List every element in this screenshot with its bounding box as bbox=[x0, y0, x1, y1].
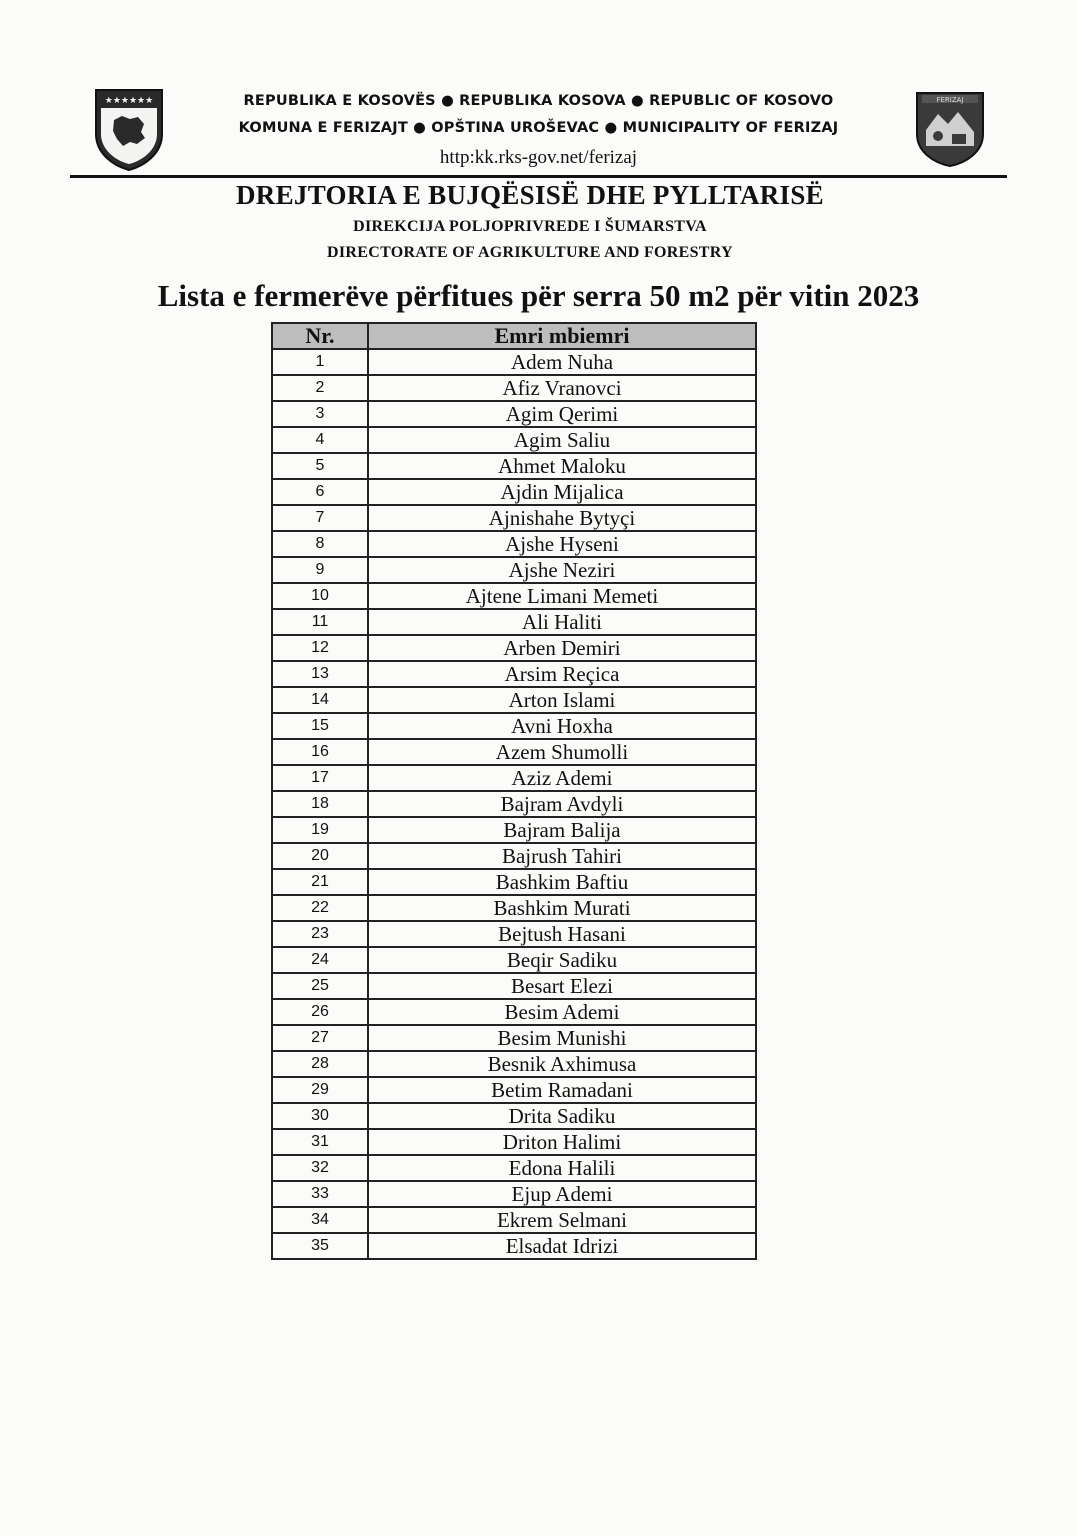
table-row bbox=[272, 1025, 756, 1051]
row-number: 19 bbox=[272, 817, 368, 843]
row-number: 26 bbox=[272, 999, 368, 1025]
table-row bbox=[272, 1051, 756, 1077]
table-row bbox=[272, 973, 756, 999]
farmer-name: Bajram Balija bbox=[368, 817, 756, 843]
document-title: Lista e fermerëve përfitues për serra 50 m2 për vitin 2023 bbox=[157, 278, 920, 313]
farmer-name: Bashkim Baftiu bbox=[368, 869, 756, 895]
table-row bbox=[272, 713, 756, 739]
row-number: 1 bbox=[272, 349, 368, 375]
department-name-albanian: DREJTORIA E BUJQËSISË DHE PYLLTARISË bbox=[236, 180, 824, 210]
farmer-name: Aziz Ademi bbox=[368, 765, 756, 791]
table-row bbox=[272, 817, 756, 843]
row-number: 5 bbox=[272, 453, 368, 479]
row-number: 17 bbox=[272, 765, 368, 791]
farmer-name: Besim Ademi bbox=[368, 999, 756, 1025]
farmer-name: Avni Hoxha bbox=[368, 713, 756, 739]
table-row bbox=[272, 895, 756, 921]
row-number: 27 bbox=[272, 1025, 368, 1051]
table-row bbox=[272, 453, 756, 479]
row-number: 18 bbox=[272, 791, 368, 817]
table-row bbox=[272, 921, 756, 947]
table-row bbox=[272, 1181, 756, 1207]
farmer-name: Elsadat Idrizi bbox=[368, 1233, 756, 1259]
row-number: 25 bbox=[272, 973, 368, 999]
table-row bbox=[272, 999, 756, 1025]
table-row bbox=[272, 1077, 756, 1103]
farmer-name: Betim Ramadani bbox=[368, 1077, 756, 1103]
farmer-name: Besnik Axhimusa bbox=[368, 1051, 756, 1077]
farmer-name: Ajshe Hyseni bbox=[368, 531, 756, 557]
table-row bbox=[272, 427, 756, 453]
farmer-name: Drita Sadiku bbox=[368, 1103, 756, 1129]
row-number: 9 bbox=[272, 557, 368, 583]
row-number: 11 bbox=[272, 609, 368, 635]
farmer-name: Ajnishahe Bytyçi bbox=[368, 505, 756, 531]
table-row bbox=[272, 401, 756, 427]
farmer-name: Afiz Vranovci bbox=[368, 375, 756, 401]
beneficiaries-table-container bbox=[271, 322, 755, 1260]
row-number: 32 bbox=[272, 1155, 368, 1181]
row-number: 4 bbox=[272, 427, 368, 453]
farmer-name: Azem Shumolli bbox=[368, 739, 756, 765]
row-number: 7 bbox=[272, 505, 368, 531]
farmer-name: Edona Halili bbox=[368, 1155, 756, 1181]
farmer-name: Adem Nuha bbox=[368, 349, 756, 375]
table-row bbox=[272, 557, 756, 583]
table-row bbox=[272, 843, 756, 869]
table-row bbox=[272, 661, 756, 687]
header-republic-line: REPUBLIKA E KOSOVËS ● REPUBLIKA KOSOVA ● REPUBLIC OF KOSOVO bbox=[243, 93, 834, 109]
row-number: 23 bbox=[272, 921, 368, 947]
row-number: 30 bbox=[272, 1103, 368, 1129]
table-row bbox=[272, 1207, 756, 1233]
row-number: 10 bbox=[272, 583, 368, 609]
row-number: 29 bbox=[272, 1077, 368, 1103]
table-body bbox=[272, 349, 756, 1259]
table-row bbox=[272, 1129, 756, 1155]
header-divider bbox=[70, 175, 1007, 178]
row-number: 28 bbox=[272, 1051, 368, 1077]
column-header-name: Emri mbiemri bbox=[368, 323, 756, 349]
row-number: 12 bbox=[272, 635, 368, 661]
farmer-name: Beqir Sadiku bbox=[368, 947, 756, 973]
row-number: 2 bbox=[272, 375, 368, 401]
farmer-name: Agim Saliu bbox=[368, 427, 756, 453]
farmer-name: Ajtene Limani Memeti bbox=[368, 583, 756, 609]
farmer-name: Ahmet Maloku bbox=[368, 453, 756, 479]
table-row bbox=[272, 1233, 756, 1259]
farmer-name: Agim Qerimi bbox=[368, 401, 756, 427]
row-number: 34 bbox=[272, 1207, 368, 1233]
farmer-name: Ajdin Mijalica bbox=[368, 479, 756, 505]
row-number: 6 bbox=[272, 479, 368, 505]
row-number: 3 bbox=[272, 401, 368, 427]
table-row bbox=[272, 947, 756, 973]
farmer-name: Ekrem Selmani bbox=[368, 1207, 756, 1233]
row-number: 16 bbox=[272, 739, 368, 765]
column-header-number: Nr. bbox=[272, 323, 368, 349]
row-number: 35 bbox=[272, 1233, 368, 1259]
beneficiaries-table bbox=[271, 322, 757, 1260]
farmer-name: Ejup Ademi bbox=[368, 1181, 756, 1207]
farmer-name: Bejtush Hasani bbox=[368, 921, 756, 947]
row-number: 24 bbox=[272, 947, 368, 973]
svg-text:★★★★★★: ★★★★★★ bbox=[104, 96, 154, 106]
table-row bbox=[272, 505, 756, 531]
row-number: 21 bbox=[272, 869, 368, 895]
table-row bbox=[272, 765, 756, 791]
table-row bbox=[272, 739, 756, 765]
table-row bbox=[272, 687, 756, 713]
farmer-name: Ali Haliti bbox=[368, 609, 756, 635]
row-number: 8 bbox=[272, 531, 368, 557]
farmer-name: Driton Halimi bbox=[368, 1129, 756, 1155]
row-number: 33 bbox=[272, 1181, 368, 1207]
table-row bbox=[272, 1103, 756, 1129]
emblem-label: FERIZAJ bbox=[936, 96, 964, 104]
row-number: 31 bbox=[272, 1129, 368, 1155]
row-number: 20 bbox=[272, 843, 368, 869]
table-row bbox=[272, 531, 756, 557]
header-url: http:kk.rks-gov.net/ferizaj bbox=[439, 147, 638, 168]
table-row bbox=[272, 583, 756, 609]
farmer-name: Besart Elezi bbox=[368, 973, 756, 999]
table-header-row bbox=[272, 323, 756, 349]
table-row bbox=[272, 375, 756, 401]
header-municipality-line: KOMUNA E FERIZAJT ● OPŠTINA UROŠEVAC ● MUNICIPALITY OF FERIZAJ bbox=[238, 120, 839, 136]
farmer-name: Arben Demiri bbox=[368, 635, 756, 661]
farmer-name: Bajram Avdyli bbox=[368, 791, 756, 817]
table-row bbox=[272, 635, 756, 661]
farmer-name: Ajshe Neziri bbox=[368, 557, 756, 583]
farmer-name: Bashkim Murati bbox=[368, 895, 756, 921]
table-row bbox=[272, 479, 756, 505]
table-row bbox=[272, 1155, 756, 1181]
row-number: 22 bbox=[272, 895, 368, 921]
table-row bbox=[272, 609, 756, 635]
table-row bbox=[272, 349, 756, 375]
row-number: 13 bbox=[272, 661, 368, 687]
department-name-english: DIRECTORATE OF AGRIKULTURE AND FORESTRY bbox=[327, 244, 733, 261]
department-name-serbian: DIREKCIJA POLJOPRIVREDE I ŠUMARSTVA bbox=[353, 218, 707, 235]
table-row bbox=[272, 791, 756, 817]
row-number: 14 bbox=[272, 687, 368, 713]
farmer-name: Bajrush Tahiri bbox=[368, 843, 756, 869]
farmer-name: Arsim Reçica bbox=[368, 661, 756, 687]
farmer-name: Besim Munishi bbox=[368, 1025, 756, 1051]
table-row bbox=[272, 869, 756, 895]
farmer-name: Arton Islami bbox=[368, 687, 756, 713]
row-number: 15 bbox=[272, 713, 368, 739]
